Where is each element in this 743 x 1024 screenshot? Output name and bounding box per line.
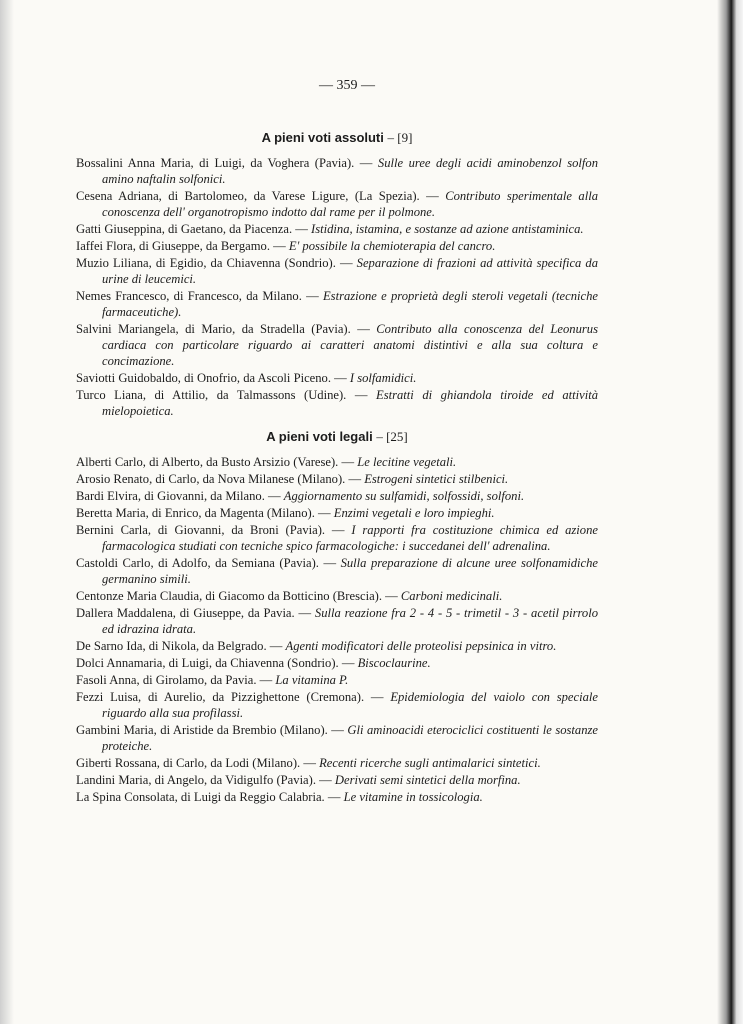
graduate-entry: Dallera Maddalena, di Giuseppe, da Pavia. — Sulla reazione fra 2 - 4 - 5 - trimetil - 3 - acetil pirrolo ed idrazina idrata. [76, 606, 599, 636]
entry-list [76, 155, 598, 419]
graduate-entry: Bernini Carla, di Giovanni, da Broni (Pavia). — I rapporti fra costituzione chimica ed azione farmacologica studiati con tecniche spico farmacologiche: i succedanei dell' adrenalina. [76, 523, 598, 553]
graduate-entry: Alberti Carlo, di Alberto, da Busto Arsizio (Varese). — Le lecitine vegetali. [76, 455, 457, 469]
graduate-entry: Turco Liana, di Attilio, da Talmassons (Udine). — Estratti di ghiandola tiroide ed attività mielopoietica. [76, 388, 598, 418]
graduate-entry: Dolci Annamaria, di Luigi, da Chiavenna (Sondrio). — Biscoclaurine. [76, 656, 431, 670]
graduate-name: Alberti Carlo, di Alberto, da Busto Arsizio (Varese). [76, 455, 339, 469]
graduate-name: Castoldi Carlo, di Adolfo, da Semiana (Pavia). [76, 556, 319, 570]
graduate-name: Arosio Renato, di Carlo, da Nova Milanese (Milano). [76, 472, 346, 486]
graduate-name: Cesena Adriana, di Bartolomeo, da Varese Ligure, (La Spezia). [76, 189, 420, 203]
graduate-name: De Sarno Ida, di Nikola, da Belgrado. [76, 639, 267, 653]
entry-list [76, 454, 598, 805]
graduate-name: Turco Liana, di Attilio, da Talmassons (Udine). [76, 388, 347, 402]
section-assoluti [76, 130, 598, 419]
thesis-title: Aggiornamento su sulfamidi, solfossidi, solfoni. [283, 489, 525, 503]
graduate-entry: Fasoli Anna, di Girolamo, da Pavia. — La vitamina P. [76, 673, 349, 687]
section-heading: A pieni voti legali – [25] [266, 429, 408, 444]
thesis-title: Contributo sperimentale alla conoscenza dell' organotropismo indotto dal rame per il polmone. [102, 189, 599, 219]
thesis-title: La vitamina P. [275, 673, 349, 687]
document-page [76, 78, 598, 806]
graduate-entry: Muzio Liliana, di Egidio, da Chiavenna (Sondrio). — Separazione di frazioni ad attività specifica da urine di leucemici. [76, 256, 599, 286]
thesis-title: Derivati semi sintetici della morfina. [334, 773, 521, 787]
graduate-name: Gatti Giuseppina, di Gaetano, da Piacenza. [76, 222, 293, 236]
thesis-title: I solfamidici. [349, 371, 417, 385]
thesis-title: Enzimi vegetali e loro impieghi. [333, 506, 495, 520]
graduate-name: Muzio Liliana, di Egidio, da Chiavenna (Sondrio). [76, 256, 336, 270]
graduate-entry: Salvini Mariangela, di Mario, da Stradella (Pavia). — Contributo alla conoscenza del Leonurus cardiaca con particolare riguardo ai caratteri anatomi distintivi e alla sua coltura e concimazione. [76, 322, 598, 368]
graduate-entry: Centonze Maria Claudia, di Giacomo da Botticino (Brescia). — Carboni medicinali. [76, 589, 503, 603]
graduate-name: Dallera Maddalena, di Giuseppe, da Pavia. [76, 606, 295, 620]
graduate-entry: Iaffei Flora, di Giuseppe, da Bergamo. — E' possibile la chemioterapia del cancro. [76, 239, 496, 253]
section-title: A pieni voti assoluti [261, 130, 384, 145]
graduate-name: Salvini Mariangela, di Mario, da Stradella (Pavia). [76, 322, 351, 336]
graduate-entry: Arosio Renato, di Carlo, da Nova Milanese (Milano). — Estrogeni sintetici stilbenici. [76, 472, 509, 486]
thesis-title: Recenti ricerche sugli antimalarici sintetici. [319, 756, 541, 770]
graduate-name: Gambini Maria, di Aristide da Brembio (Milano). [76, 723, 328, 737]
section-count: [9] [397, 130, 413, 145]
thesis-title: Carboni medicinali. [400, 589, 503, 603]
graduate-entry: Bossalini Anna Maria, di Luigi, da Voghera (Pavia). — Sulle uree degli acidi aminobenzol solfon amino naftalin solfonici. [76, 156, 598, 186]
graduate-entry: Gambini Maria, di Aristide da Brembio (Milano). — Gli aminoacidi eterociclici costituenti le sostanze proteiche. [76, 723, 598, 753]
graduate-entry: Gatti Giuseppina, di Gaetano, da Piacenza. — Istidina, istamina, e sostanze ad azione antistaminica. [76, 222, 584, 236]
graduate-name: Centonze Maria Claudia, di Giacomo da Botticino (Brescia). [76, 589, 383, 603]
thesis-title: Istidina, istamina, e sostanze ad azione antistaminica. [311, 222, 584, 236]
graduate-entry: Giberti Rossana, di Carlo, da Lodi (Milano). — Recenti ricerche sugli antimalarici sintetici. [76, 756, 541, 770]
graduate-name: Saviotti Guidobaldo, di Onofrio, da Ascoli Piceno. [76, 371, 331, 385]
graduate-entry: Cesena Adriana, di Bartolomeo, da Varese Ligure, (La Spezia). — Contributo sperimentale alla conoscenza dell' organotropismo indotto dal rame per il polmone. [76, 189, 599, 219]
thesis-title: I rapporti fra costituzione chimica ed azione farmacologica studiati con tecniche spico farmacologiche: i succedanei dell' adrenalina. [102, 523, 598, 553]
thesis-title: Sulla preparazione di alcune uree solfonamidiche germanino simili. [102, 556, 598, 586]
graduate-entry: Fezzi Luisa, di Aurelio, da Pizzighettone (Cremona). — Epidemiologia del vaiolo con speciale riguardo alla sua profilassi. [76, 690, 598, 720]
thesis-title: Le lecitine vegetali. [357, 455, 457, 469]
graduate-name: Bossalini Anna Maria, di Luigi, da Voghera (Pavia). [76, 156, 355, 170]
graduate-entry: Beretta Maria, di Enrico, da Magenta (Milano). — Enzimi vegetali e loro impieghi. [76, 506, 495, 520]
graduate-name: Bernini Carla, di Giovanni, da Broni (Pavia). [76, 523, 326, 537]
thesis-title: Estrogeni sintetici stilbenici. [364, 472, 509, 486]
graduate-entry: Castoldi Carlo, di Adolfo, da Semiana (Pavia). — Sulla preparazione di alcune uree solfonamidiche germanino simili. [76, 556, 598, 586]
thesis-title: Separazione di frazioni ad attività specifica da urine di leucemici. [102, 256, 599, 286]
graduate-name: Iaffei Flora, di Giuseppe, da Bergamo. [76, 239, 270, 253]
graduate-name: Landini Maria, di Angelo, da Vidigulfo (Pavia). [76, 773, 316, 787]
page-number: — 359 — [319, 78, 375, 93]
section-count: [25] [386, 429, 408, 444]
graduate-name: Beretta Maria, di Enrico, da Magenta (Milano). [76, 506, 315, 520]
graduate-name: Dolci Annamaria, di Luigi, da Chiavenna (Sondrio). [76, 656, 339, 670]
graduate-entry: Nemes Francesco, di Francesco, da Milano. — Estrazione e proprietà degli steroli vegetali (tecniche farmaceutiche). [76, 289, 599, 319]
thesis-title: Biscoclaurine. [357, 656, 431, 670]
thesis-title: E' possibile la chemioterapia del cancro. [288, 239, 496, 253]
thesis-title: Sulle uree degli acidi aminobenzol solfon amino naftalin solfonici. [102, 156, 598, 186]
graduate-entry: De Sarno Ida, di Nikola, da Belgrado. — Agenti modificatori delle proteolisi pepsinica in vitro. [76, 639, 557, 653]
thesis-title: Gli aminoacidi eterociclici costituenti le sostanze proteiche. [102, 723, 598, 753]
graduate-name: Giberti Rossana, di Carlo, da Lodi (Milano). [76, 756, 301, 770]
graduate-name: La Spina Consolata, di Luigi da Reggio Calabria. [76, 790, 325, 804]
graduate-name: Bardi Elvira, di Giovanni, da Milano. [76, 489, 265, 503]
graduate-name: Nemes Francesco, di Francesco, da Milano. [76, 289, 302, 303]
thesis-title: Agenti modificatori delle proteolisi pepsinica in vitro. [285, 639, 557, 653]
section-title: A pieni voti legali [266, 429, 373, 444]
graduate-entry: Landini Maria, di Angelo, da Vidigulfo (Pavia). — Derivati semi sintetici della morfina. [76, 773, 521, 787]
graduate-name: Fasoli Anna, di Girolamo, da Pavia. [76, 673, 257, 687]
graduate-entry: La Spina Consolata, di Luigi da Reggio Calabria. — Le vitamine in tossicologia. [76, 790, 483, 804]
graduate-name: Fezzi Luisa, di Aurelio, da Pizzighettone (Cremona). [76, 690, 365, 704]
thesis-title: Epidemiologia del vaiolo con speciale riguardo alla sua profilassi. [102, 690, 598, 720]
thesis-title: Estratti di ghiandola tiroide ed attività mielopoietica. [102, 388, 598, 418]
section-legali [76, 429, 598, 805]
thesis-title: Le vitamine in tossicologia. [343, 790, 483, 804]
section-heading: A pieni voti assoluti – [9] [261, 130, 413, 145]
scan-left-edge [0, 0, 14, 1024]
thesis-title: Contributo alla conoscenza del Leonurus cardiaca con particolare riguardo ai caratteri anatomi distintivi e alla sua coltura e concimazione. [102, 322, 598, 368]
thesis-title: Estrazione e proprietà degli steroli vegetali (tecniche farmaceutiche). [102, 289, 599, 319]
scan-right-edge [717, 0, 743, 1024]
graduate-entry: Bardi Elvira, di Giovanni, da Milano. — Aggiornamento su sulfamidi, solfossidi, solfoni. [76, 489, 525, 503]
thesis-title: Sulla reazione fra 2 - 4 - 5 - trimetil - 3 - acetil pirrolo ed idrazina idrata. [102, 606, 599, 636]
graduate-entry: Saviotti Guidobaldo, di Onofrio, da Ascoli Piceno. — I solfamidici. [76, 371, 417, 385]
